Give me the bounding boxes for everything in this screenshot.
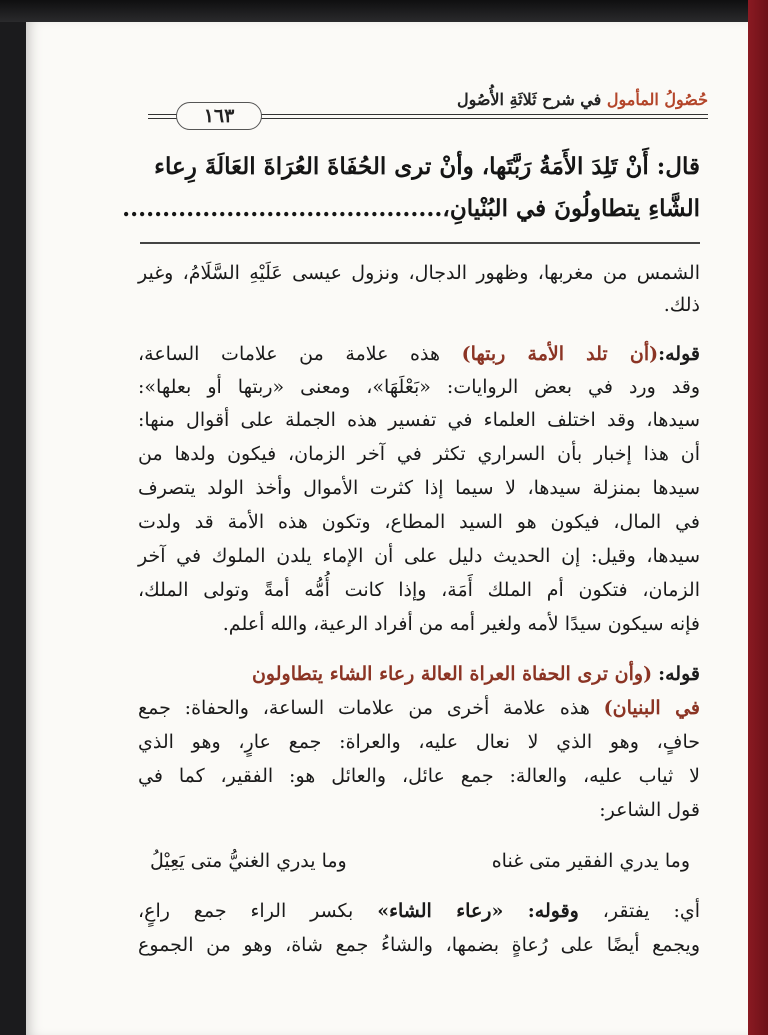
final-line2: ويجمع أيضًا على رُعاةٍ بضمها، والشاءُ جمع شاة، وهو من الجموع xyxy=(138,934,700,956)
para3-line3: حافٍ، وهو الذي لا نعال عليه، والعراة: جمع عارٍ، وهو الذي xyxy=(138,731,700,753)
verse-hemistich-1: وما يدري الفقير متى غناه xyxy=(491,850,690,872)
verse-hemistich-2: وما يدري الغنيُّ متى يَعِيْلُ xyxy=(150,850,347,872)
para1-line1: الشمس من مغربها، وظهور الدجال، ونزول عيسى عَلَيْهِ السَّلَامُ، وغير xyxy=(138,262,700,284)
para2-line6: في المال، فيكون هو السيد المطاع، وتكون هذه الأمة قد ولدت xyxy=(138,511,700,533)
para2-line7: سيدها، وقيل: إن الحديث دليل على أن الإماء يلدن الملوك في آخر xyxy=(138,545,700,567)
header-rule xyxy=(258,114,708,119)
running-title: حُصُولُ المأمول في شرح ثَلاثَةِ الأُصُول xyxy=(456,90,708,109)
para3-line2: في البنيان) هذه علامة أخرى من علامات الساعة، والحفاة: جمع xyxy=(138,697,700,719)
final-line1: أي: يفتقر، وقوله: «رعاء الشاء» بكسر الراء جمع راعٍ، xyxy=(138,900,700,922)
page-header xyxy=(118,90,708,136)
para3-line1: قوله: (وأن ترى الحفاة العراة العالة رعاء الشاء يتطاولون xyxy=(251,663,700,685)
book-cover-edge xyxy=(748,0,768,1035)
scanner-border-top xyxy=(0,0,768,22)
header-rule-left xyxy=(148,114,178,119)
para2-line5: سيدها بمنزلة سيدها، لا سيما إذا كثرت الأموال وأخذ الولد يتصرف xyxy=(138,477,700,499)
para2-line4: أن هذا إخبار بأن السراري تكثر في آخر الزمان، فيكون ولدها من xyxy=(138,443,700,465)
para3-line4: لا ثياب عليه، والعالة: جمع عائل، والعائل هو: الفقير، كما في xyxy=(138,765,700,787)
para2-line1: قوله:(أن تلد الأمة ربتها) هذه علامة من علامات الساعة، xyxy=(138,343,700,365)
para2-line2: وقد ورد في بعض الروايات: «بَعْلَهَا»، ومعنى «ربتها أو بعلها»: xyxy=(138,376,700,398)
para1-line2: ذلك. xyxy=(663,294,700,316)
para2-line8: الزمان، فتكون أم الملك أَمَة، وإذا كانت أُمُّه أمةً وتولى الملك، xyxy=(138,579,700,601)
para3-line5: قول الشاعر: xyxy=(599,799,700,821)
matn-line-1: قال: أَنْ تَلِدَ الأَمَةُ رَبَّتَها، وأنْ ترى الحُفَاةَ العُرَاةَ العَالَةَ رِعاء xyxy=(154,153,700,180)
para2-line9: فإنه سيكون سيدًا لأمه ولغير أمه من أفراد الرعية، والله أعلم. xyxy=(222,613,700,635)
para2-line3: سيدها، وقد اختلف العلماء في تفسير هذه الجملة على أقوال منها: xyxy=(138,409,700,431)
matn-rule xyxy=(140,242,700,244)
matn-line-2: الشَّاءِ يتطاولُونَ في البُنْيانِ،........................................ xyxy=(122,195,700,222)
page-number: ١٦٣ xyxy=(176,102,262,130)
